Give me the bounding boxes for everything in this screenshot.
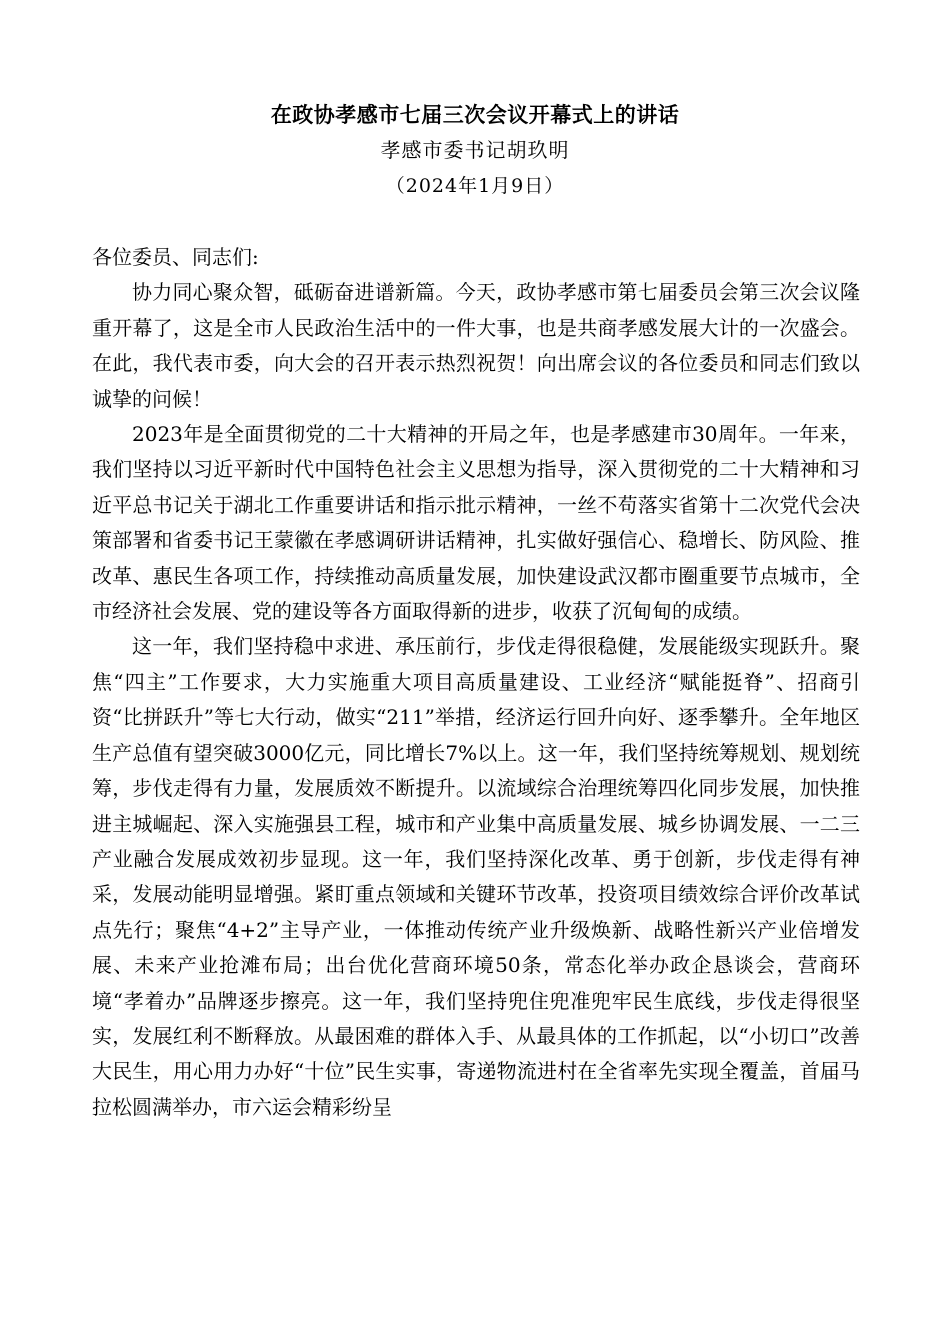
paragraph-2023-review: 2023年是全面贯彻党的二十大精神的开局之年，也是孝感建市30周年。一年来，我们坚持以习近平新时代中国特色社会主义思想为指导，深入贯彻党的二十大精神和习近平总书记关于湖北工作重要讲话和指示批示精神，一丝不苟落实省第十二次党代会决策部署和省委书记王蒙徽在孝感调研讲话精神，扎实做好强信心、稳增长、防风险、推改革、惠民生各项工作，持续推动高质量发展，加快建设武汉都市圈重要节点城市，全市经济社会发展、党的建设等各方面取得新的进步，收获了沉甸甸的成绩。 <box>92 422 860 624</box>
paragraph-opening: 协力同心聚众智，砥砺奋进谱新篇。今天，政协孝感市第七届委员会第三次会议隆重开幕了，这是全市人民政治生活中的一件大事，也是共商孝感发展大计的一次盛会。在此，我代表市委，向大会的召开表示热烈祝贺！向出席会议的各位委员和同志们致以诚挚的问候！ <box>92 280 860 411</box>
document-body <box>92 240 860 1125</box>
document-date: （2024年1月9日） <box>385 175 565 197</box>
document-author: 孝感市委书记胡玖明 <box>380 138 570 162</box>
paragraph-achievements: 这一年，我们坚持稳中求进、承压前行，步伐走得很稳健，发展能级实现跃升。聚焦“四主”工作要求，大力实施重大项目高质量建设、工业经济“赋能挺脊”、招商引资“比拼跃升”等七大行动，做实“211”举措，经济运行回升向好、逐季攀升。全年地区生产总值有望突破3000亿元，同比增长7%以上。这一年，我们坚持统筹规划、规划统筹，步伐走得有力量，发展质效不断提升。以流域综合治理统筹四化同步发展，加快推进主城崛起、深入实施强县工程，城市和产业集中高质量发展、城乡协调发展、一二三产业融合发展成效初步显现。这一年，我们坚持深化改革、勇于创新，步伐走得有神采，发展动能明显增强。紧盯重点领域和关键环节改革，投资项目绩效综合评价改革试点先行；聚焦“4+2”主导产业，一体推动传统产业升级焕新、战略性新兴产业倍增发展、未来产业抢滩布局；出台优化营商环境50条，常态化举办政企恳谈会，营商环境“孝着办”品牌逐步擦亮。这一年，我们坚持兜住兜准兜牢民生底线，步伐走得很坚实，发展红利不断释放。从最困难的群体入手、从最具体的工作抓起，以“小切口”改善大民生，用心用力办好“十位”民生实事，寄递物流进村在全省率先实现全覆盖，首届马拉松圆满举办，市六运会精彩纷呈 <box>92 634 860 1119</box>
salutation: 各位委员、同志们: <box>92 245 259 269</box>
document-title: 在政协孝感市七届三次会议开幕式上的讲话 <box>270 102 680 127</box>
